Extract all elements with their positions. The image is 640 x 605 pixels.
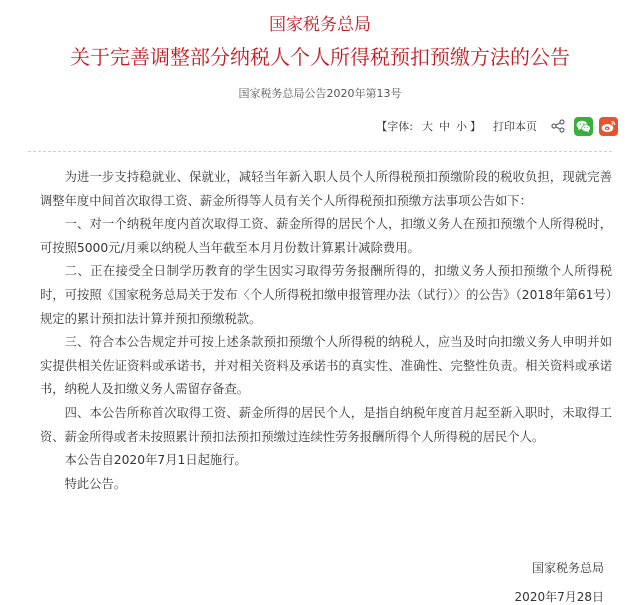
wechat-share-icon[interactable] xyxy=(574,117,593,136)
page-title: 关于完善调整部分纳税人个人所得税预扣预缴方法的公告 xyxy=(70,45,570,69)
font-size-large-button[interactable]: 大 xyxy=(422,120,433,133)
body-paragraph-item-3: 三、符合本公告规定并可按上述条款预扣预缴个人所得税的纳税人，应当及时向扣缴义务人申明并如实提供相关佐证资料或承诺书，并对相关资料及承诺书的真实性、准确性、完整性负责。相关资料或承诺书，纳税人及扣缴义务人需留存备查。 xyxy=(40,335,612,397)
document-header xyxy=(0,14,640,101)
signature-date: 2020年7月28日 xyxy=(514,590,604,604)
body-paragraph-closing: 特此公告。 xyxy=(64,476,127,491)
header-divider xyxy=(28,151,612,152)
font-size-small-button[interactable]: 小 xyxy=(456,120,467,133)
document-number: 国家税务总局公告2020年第13号 xyxy=(238,87,402,100)
body-paragraph-item-1: 一、对一个纳税年度内首次取得工资、薪金所得的居民个人，扣缴义务人在预扣预缴个人所得税时，可按照5000元/月乘以纳税人当年截至本月月份数计算累计减除费用。 xyxy=(40,217,612,255)
share-icon[interactable] xyxy=(551,119,565,133)
weibo-glyph-icon xyxy=(601,120,616,133)
font-size-label: 【字体: xyxy=(376,120,413,133)
body-paragraph-item-2: 二、正在接受全日制学历教育的学生因实习取得劳务报酬所得的，扣缴义务人预扣预缴个人所得税时，可按照《国家税务总局关于发布〈个人所得税扣缴申报管理办法（试行）〉的公告》（2018年第61号）规定的累计预扣法计算并预扣预缴税款。 xyxy=(40,264,612,326)
print-page-button[interactable]: 打印本页 xyxy=(493,120,537,133)
announcement-body xyxy=(40,166,612,496)
article-toolbar xyxy=(376,115,618,137)
wechat-glyph-icon xyxy=(576,120,591,133)
weibo-share-icon[interactable] xyxy=(599,117,618,136)
body-paragraph-effective-date: 本公告自2020年7月1日起施行。 xyxy=(64,453,247,468)
font-size-medium-button[interactable]: 中 xyxy=(439,120,450,133)
agency-name: 国家税务总局 xyxy=(269,15,371,35)
body-paragraph-intro: 为进一步支持稳就业、保就业，减轻当年新入职人员个人所得税预扣预缴阶段的税收负担，现就完善调整年度中间首次取得工资、薪金所得等人员有关个人所得税预扣预缴方法事项公告如下： xyxy=(40,170,612,208)
signature-organization: 国家税务总局 xyxy=(531,561,604,575)
body-paragraph-item-4: 四、本公告所称首次取得工资、薪金所得的居民个人，是指自纳税年度首月起至新入职时，未取得工资、薪金所得或者未按照累计预扣法预扣预缴过连续性劳务报酬所得个人所得税的居民个人。 xyxy=(40,405,612,444)
font-size-label-close: 】 xyxy=(470,120,481,133)
